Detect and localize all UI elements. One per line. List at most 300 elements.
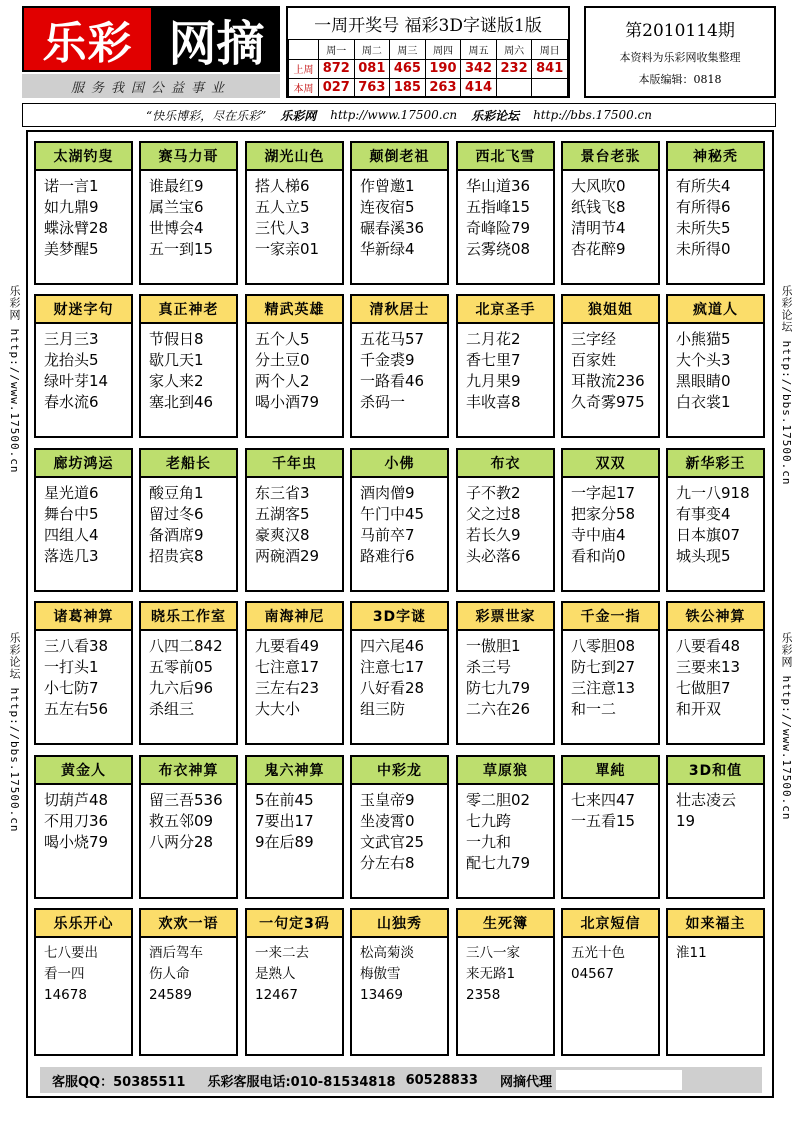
card-line: 二六在26: [466, 700, 531, 718]
card-title: 景台老张: [563, 143, 658, 171]
card-line: 三字经: [571, 330, 617, 348]
card-line: 子不教2: [466, 484, 521, 502]
card-title: 诸葛神算: [36, 603, 131, 631]
card-line: 九月果9: [466, 372, 521, 390]
prediction-card: [456, 908, 555, 1056]
results-title: 一周开奖号 福彩3D字谜版1版: [288, 8, 568, 40]
day-header: 周一: [319, 40, 355, 59]
card-line: 耳散流236: [571, 372, 645, 390]
card-line: 舞台中5: [44, 505, 99, 523]
card-body: [668, 938, 763, 964]
card-body: [141, 324, 236, 413]
card-line: 蝶泳臂28: [44, 219, 109, 237]
card-line: 未所失5: [676, 219, 731, 237]
card-line: 九要看49: [255, 637, 320, 655]
card-line: 七八要出: [44, 945, 98, 961]
card-line: 有事变4: [676, 505, 731, 523]
card-title: 鬼六神算: [247, 757, 342, 785]
card-line: 24589: [149, 987, 192, 1003]
card-line: 世博会4: [149, 219, 204, 237]
prediction-card: [561, 141, 660, 285]
card-line: 绿叶芽14: [44, 372, 109, 390]
card-line: 头必落6: [466, 547, 521, 565]
draw-number: 763: [354, 78, 390, 97]
prediction-card: [350, 448, 449, 592]
card-line: 有所失4: [676, 177, 731, 195]
card-line: 留过冬6: [149, 505, 204, 523]
card-line: 五左右56: [44, 700, 109, 718]
card-line: 有所得6: [676, 198, 731, 216]
card-line: 酸豆角1: [149, 484, 204, 502]
card-body: [36, 938, 131, 1006]
card-title: 彩票世家: [458, 603, 553, 631]
card-line: 八两分28: [149, 833, 214, 851]
draw-number: [496, 78, 532, 97]
card-line: 碾春溪36: [360, 219, 425, 237]
prediction-card: [350, 908, 449, 1056]
card-line: 春水流6: [44, 393, 99, 411]
card-line: 伤人命: [149, 966, 190, 982]
day-header: 周三: [390, 40, 426, 59]
card-title: 老船长: [141, 450, 236, 478]
issue-number: 第2010114期: [625, 21, 735, 41]
card-line: 久奇雾975: [571, 393, 645, 411]
card-line: 香七里7: [466, 351, 521, 369]
card-line: 美梦醒5: [44, 240, 99, 258]
card-title: 3D和值: [668, 757, 763, 785]
card-body: [458, 171, 553, 260]
prediction-card: [139, 908, 238, 1056]
card-line: 切葫芦48: [44, 791, 109, 809]
day-header: 周日: [532, 40, 568, 59]
card-line: 三月三3: [44, 330, 99, 348]
card-line: 连夜宿5: [360, 198, 415, 216]
card-line: 9在后89: [255, 833, 314, 851]
card-line: 马前卒7: [360, 526, 415, 544]
prediction-card: [561, 908, 660, 1056]
day-header: 周四: [425, 40, 461, 59]
card-line: 五人立5: [255, 198, 310, 216]
card-line: 歇几天1: [149, 351, 204, 369]
card-line: 八要看48: [676, 637, 741, 655]
card-body: [458, 324, 553, 413]
card-line: 两个人2: [255, 372, 310, 390]
card-line: 和一二: [571, 700, 617, 718]
card-line: 白衣裳1: [676, 393, 731, 411]
card-line: 黑眼睛0: [676, 372, 731, 390]
card-body: [563, 631, 658, 720]
prediction-card: [456, 141, 555, 285]
logo-black-text: 网摘: [153, 6, 280, 72]
issue-editor: 本版编辑：0818: [638, 73, 722, 86]
card-title: 铁公神算: [668, 603, 763, 631]
card-line: 杏花醉9: [571, 240, 626, 258]
card-title: 疯道人: [668, 296, 763, 324]
card-body: [458, 478, 553, 567]
card-title: 新华彩王: [668, 450, 763, 478]
banner-motto: “快乐博彩，尽在乐彩”: [145, 108, 267, 123]
card-title: 黄金人: [36, 757, 131, 785]
card-body: [563, 785, 658, 832]
issue-source: 本资料为乐彩网收集整理: [619, 51, 741, 64]
card-body: [563, 171, 658, 260]
card-line: 七做胆7: [676, 679, 731, 697]
card-body: [458, 631, 553, 720]
card-body: [352, 785, 447, 874]
card-line: 七注意17: [255, 658, 320, 676]
weekly-results: [286, 6, 570, 98]
card-line: 属兰宝6: [149, 198, 204, 216]
card-line: 坐凌霄0: [360, 812, 415, 830]
card-line: 作曾邀1: [360, 177, 415, 195]
card-title: 双双: [563, 450, 658, 478]
card-line: 2358: [466, 987, 501, 1003]
card-body: [141, 171, 236, 260]
card-line: 家人来2: [149, 372, 204, 390]
draw-number: 465: [390, 59, 426, 78]
card-title: 湖光山色: [247, 143, 342, 171]
card-body: [141, 631, 236, 720]
card-title: 欢欢一语: [141, 910, 236, 938]
prediction-card: [245, 141, 344, 285]
card-title: 生死簿: [458, 910, 553, 938]
footer-qq: 客服QQ：50385511: [52, 1074, 186, 1090]
card-body: [668, 478, 763, 567]
card-line: 一家亲01: [255, 240, 320, 258]
card-line: 看和尚0: [571, 547, 626, 565]
card-line: 千金裘9: [360, 351, 415, 369]
card-line: 九一八918: [676, 484, 750, 502]
footer-agent: 网摘代理: [499, 1074, 552, 1090]
card-title: 颠倒老祖: [352, 143, 447, 171]
card-body: [668, 785, 763, 832]
card-body: [36, 631, 131, 720]
prediction-card: [139, 294, 238, 438]
side-text-right-top: 乐彩论坛 http://bbs.17500.cn: [780, 285, 793, 486]
card-line: 龙抬头5: [44, 351, 99, 369]
card-line: 三注意13: [571, 679, 636, 697]
card-line: 父之过8: [466, 505, 521, 523]
card-line: 酒后驾车: [149, 945, 203, 961]
card-body: [563, 938, 658, 985]
card-title: 太湖钓叟: [36, 143, 131, 171]
card-line: 7要出17: [255, 812, 314, 830]
prediction-card: [561, 294, 660, 438]
card-line: 一九和: [466, 833, 512, 851]
banner-forum-link[interactable]: http://bbs.17500.cn: [533, 108, 653, 122]
card-line: 淮11: [676, 945, 707, 961]
card-title: 狼姐姐: [563, 296, 658, 324]
card-body: [247, 324, 342, 413]
card-line: 一打头1: [44, 658, 99, 676]
card-body: [563, 324, 658, 413]
prediction-card: [139, 448, 238, 592]
card-title: 晓乐工作室: [141, 603, 236, 631]
card-title: 千年虫: [247, 450, 342, 478]
last-week-label: 上周: [289, 59, 319, 78]
card-body: [141, 938, 236, 1006]
prediction-card: [139, 755, 238, 899]
banner-forum-name: 乐彩论坛: [471, 108, 520, 123]
card-line: 谁最红9: [149, 177, 204, 195]
draw-number: 190: [425, 59, 461, 78]
card-line: 五湖客5: [255, 505, 310, 523]
prediction-card: [34, 908, 133, 1056]
card-body: [36, 171, 131, 260]
this-week-label: 本周: [289, 78, 319, 97]
prediction-card: [34, 141, 133, 285]
card-line: 五个人5: [255, 330, 310, 348]
card-line: 组三防: [360, 700, 406, 718]
card-body: [141, 785, 236, 853]
card-line: 一五看15: [571, 812, 636, 830]
card-line: 零二胆02: [466, 791, 531, 809]
card-line: 清明节4: [571, 219, 626, 237]
draw-number: 081: [354, 59, 390, 78]
card-title: 單純: [563, 757, 658, 785]
card-line: 是熟人: [255, 966, 296, 982]
card-line: 和开双: [676, 700, 722, 718]
side-text-right-bottom: 乐彩网 http://www.17500.cn: [780, 632, 793, 821]
card-line: 五光十色: [571, 945, 625, 961]
card-line: 看一四: [44, 966, 85, 982]
prediction-card: [34, 755, 133, 899]
card-line: 大个头3: [676, 351, 731, 369]
card-line: 喝小酒79: [255, 393, 320, 411]
card-title: 布衣: [458, 450, 553, 478]
prediction-card: [561, 601, 660, 745]
card-line: 四组人4: [44, 526, 99, 544]
card-body: [668, 171, 763, 260]
card-line: 五一到15: [149, 240, 214, 258]
draw-number: [532, 78, 568, 97]
prediction-card: [666, 294, 765, 438]
draw-number: 872: [319, 59, 355, 78]
card-title: 神秘秃: [668, 143, 763, 171]
card-body: [36, 324, 131, 413]
card-line: 八好看28: [360, 679, 425, 697]
draw-number: 342: [461, 59, 497, 78]
card-line: 华山道36: [466, 177, 531, 195]
card-line: 东三省3: [255, 484, 310, 502]
card-line: 一路看46: [360, 372, 425, 390]
prediction-card: [139, 141, 238, 285]
card-line: 19: [676, 812, 696, 830]
draw-number: 185: [390, 78, 426, 97]
card-body: [458, 785, 553, 874]
prediction-card: [350, 601, 449, 745]
card-line: 小熊猫5: [676, 330, 731, 348]
card-line: 七九跨: [466, 812, 512, 830]
footer-blank-field: [556, 1070, 682, 1090]
card-line: 大风吹0: [571, 177, 626, 195]
card-line: 松高菊淡: [360, 945, 414, 961]
prediction-card: [34, 294, 133, 438]
prediction-card: [456, 294, 555, 438]
card-title: 西北飞雪: [458, 143, 553, 171]
card-body: [247, 785, 342, 853]
card-line: 5在前45: [255, 791, 314, 809]
card-body: [352, 324, 447, 413]
card-line: 星光道6: [44, 484, 99, 502]
card-line: 文武官25: [360, 833, 425, 851]
footer-phone: 乐彩客服电话:010-81534818: [207, 1074, 396, 1090]
card-line: 若长久9: [466, 526, 521, 544]
logo-slogan: 服务我国公益事业: [22, 74, 280, 98]
prediction-card: [245, 601, 344, 745]
card-line: 喝小烧79: [44, 833, 109, 851]
card-line: 五零前05: [149, 658, 214, 676]
prediction-card: [34, 601, 133, 745]
card-line: 备酒席9: [149, 526, 204, 544]
draw-number: 232: [496, 59, 532, 78]
card-body: [352, 478, 447, 567]
card-line: 八零胆08: [571, 637, 636, 655]
card-body: [458, 938, 553, 1006]
prediction-card: [666, 755, 765, 899]
card-line: 注意七17: [360, 658, 425, 676]
card-line: 把家分58: [571, 505, 636, 523]
card-line: 配七九79: [466, 854, 531, 872]
card-line: 防七到27: [571, 658, 636, 676]
card-line: 留三吾536: [149, 791, 223, 809]
card-line: 杀组三: [149, 700, 195, 718]
card-line: 救五邻09: [149, 812, 214, 830]
card-body: [352, 631, 447, 720]
card-title: 草原狼: [458, 757, 553, 785]
prediction-card: [245, 294, 344, 438]
card-line: 04567: [571, 966, 614, 982]
draw-number: 841: [532, 59, 568, 78]
logo: [22, 6, 280, 98]
card-line: 来无路1: [466, 966, 516, 982]
card-line: 大大小: [255, 700, 301, 718]
card-title: 财迷字句: [36, 296, 131, 324]
banner-site-link[interactable]: http://www.17500.cn: [330, 108, 458, 122]
prediction-card: [245, 908, 344, 1056]
card-line: 杀码一: [360, 393, 406, 411]
card-line: 二月花2: [466, 330, 521, 348]
card-title: 精武英雄: [247, 296, 342, 324]
card-line: 奇峰险79: [466, 219, 531, 237]
card-line: 13469: [360, 987, 403, 1003]
prediction-card: [666, 908, 765, 1056]
card-line: 两碗酒29: [255, 547, 320, 565]
prediction-card: [245, 755, 344, 899]
day-header: 周二: [354, 40, 390, 59]
card-body: [668, 631, 763, 720]
card-title: 乐乐开心: [36, 910, 131, 938]
card-title: 北京圣手: [458, 296, 553, 324]
card-line: 分左右8: [360, 854, 415, 872]
card-line: 节假日8: [149, 330, 204, 348]
card-line: 八四二842: [149, 637, 223, 655]
card-line: 14678: [44, 987, 87, 1003]
card-line: 纸钱飞8: [571, 198, 626, 216]
card-title: 山独秀: [352, 910, 447, 938]
card-line: 搭人梯6: [255, 177, 310, 195]
prediction-card: [666, 448, 765, 592]
card-line: 诺一言1: [44, 177, 99, 195]
card-line: 不用刀36: [44, 812, 109, 830]
card-line: 壮志凌云: [676, 791, 737, 809]
card-line: 华新绿4: [360, 240, 415, 258]
card-line: 玉皇帝9: [360, 791, 415, 809]
card-body: [247, 631, 342, 720]
side-text-left-top: 乐彩网 http://www.17500.cn: [8, 285, 21, 474]
issue-info: [584, 6, 776, 98]
card-line: 五指峰15: [466, 198, 531, 216]
card-line: 三八一家: [466, 945, 520, 961]
card-line: 路难行6: [360, 547, 415, 565]
card-title: 一句定3码: [247, 910, 342, 938]
card-line: 九六后96: [149, 679, 214, 697]
card-line: 一傲胆1: [466, 637, 521, 655]
prediction-card: [561, 755, 660, 899]
card-line: 梅傲雪: [360, 966, 401, 982]
footer: [40, 1067, 762, 1093]
prediction-card: [245, 448, 344, 592]
card-title: 真正神老: [141, 296, 236, 324]
card-body: [36, 785, 131, 853]
card-line: 一来二去: [255, 945, 309, 961]
card-line: 寺中庙4: [571, 526, 626, 544]
card-line: 四六尾46: [360, 637, 425, 655]
card-title: 廊坊鸿运: [36, 450, 131, 478]
card-title: 小佛: [352, 450, 447, 478]
prediction-card: [350, 294, 449, 438]
card-line: 云雾绕08: [466, 240, 531, 258]
day-header: 周五: [461, 40, 497, 59]
card-title: 如来福主: [668, 910, 763, 938]
card-line: 三要来13: [676, 658, 741, 676]
draw-number: 414: [461, 78, 497, 97]
card-title: 北京短信: [563, 910, 658, 938]
card-line: 三代人3: [255, 219, 310, 237]
card-body: [247, 478, 342, 567]
card-line: 五花马57: [360, 330, 425, 348]
card-body: [563, 478, 658, 567]
card-line: 丰收喜8: [466, 393, 521, 411]
card-line: 小七防7: [44, 679, 99, 697]
card-line: 百家姓: [571, 351, 617, 369]
card-body: [352, 171, 447, 260]
card-title: 中彩龙: [352, 757, 447, 785]
prediction-card: [456, 448, 555, 592]
card-line: 落选几3: [44, 547, 99, 565]
card-title: 赛马力哥: [141, 143, 236, 171]
card-title: 3D字谜: [352, 603, 447, 631]
card-line: 酒肉僧9: [360, 484, 415, 502]
prediction-card: [456, 601, 555, 745]
card-line: 城头现5: [676, 547, 731, 565]
card-body: [247, 938, 342, 1006]
card-line: 豪爽汉8: [255, 526, 310, 544]
logo-red-text: 乐彩: [22, 6, 153, 72]
draw-number: 027: [319, 78, 355, 97]
card-body: [141, 478, 236, 567]
card-line: 三八看38: [44, 637, 109, 655]
card-body: [247, 171, 342, 260]
card-body: [668, 324, 763, 413]
card-line: 午门中45: [360, 505, 425, 523]
card-title: 清秋居士: [352, 296, 447, 324]
card-line: 分土豆0: [255, 351, 310, 369]
card-body: [36, 478, 131, 567]
prediction-card: [139, 601, 238, 745]
card-line: 未所得0: [676, 240, 731, 258]
side-text-left-bottom: 乐彩论坛 http://bbs.17500.cn: [8, 632, 21, 833]
